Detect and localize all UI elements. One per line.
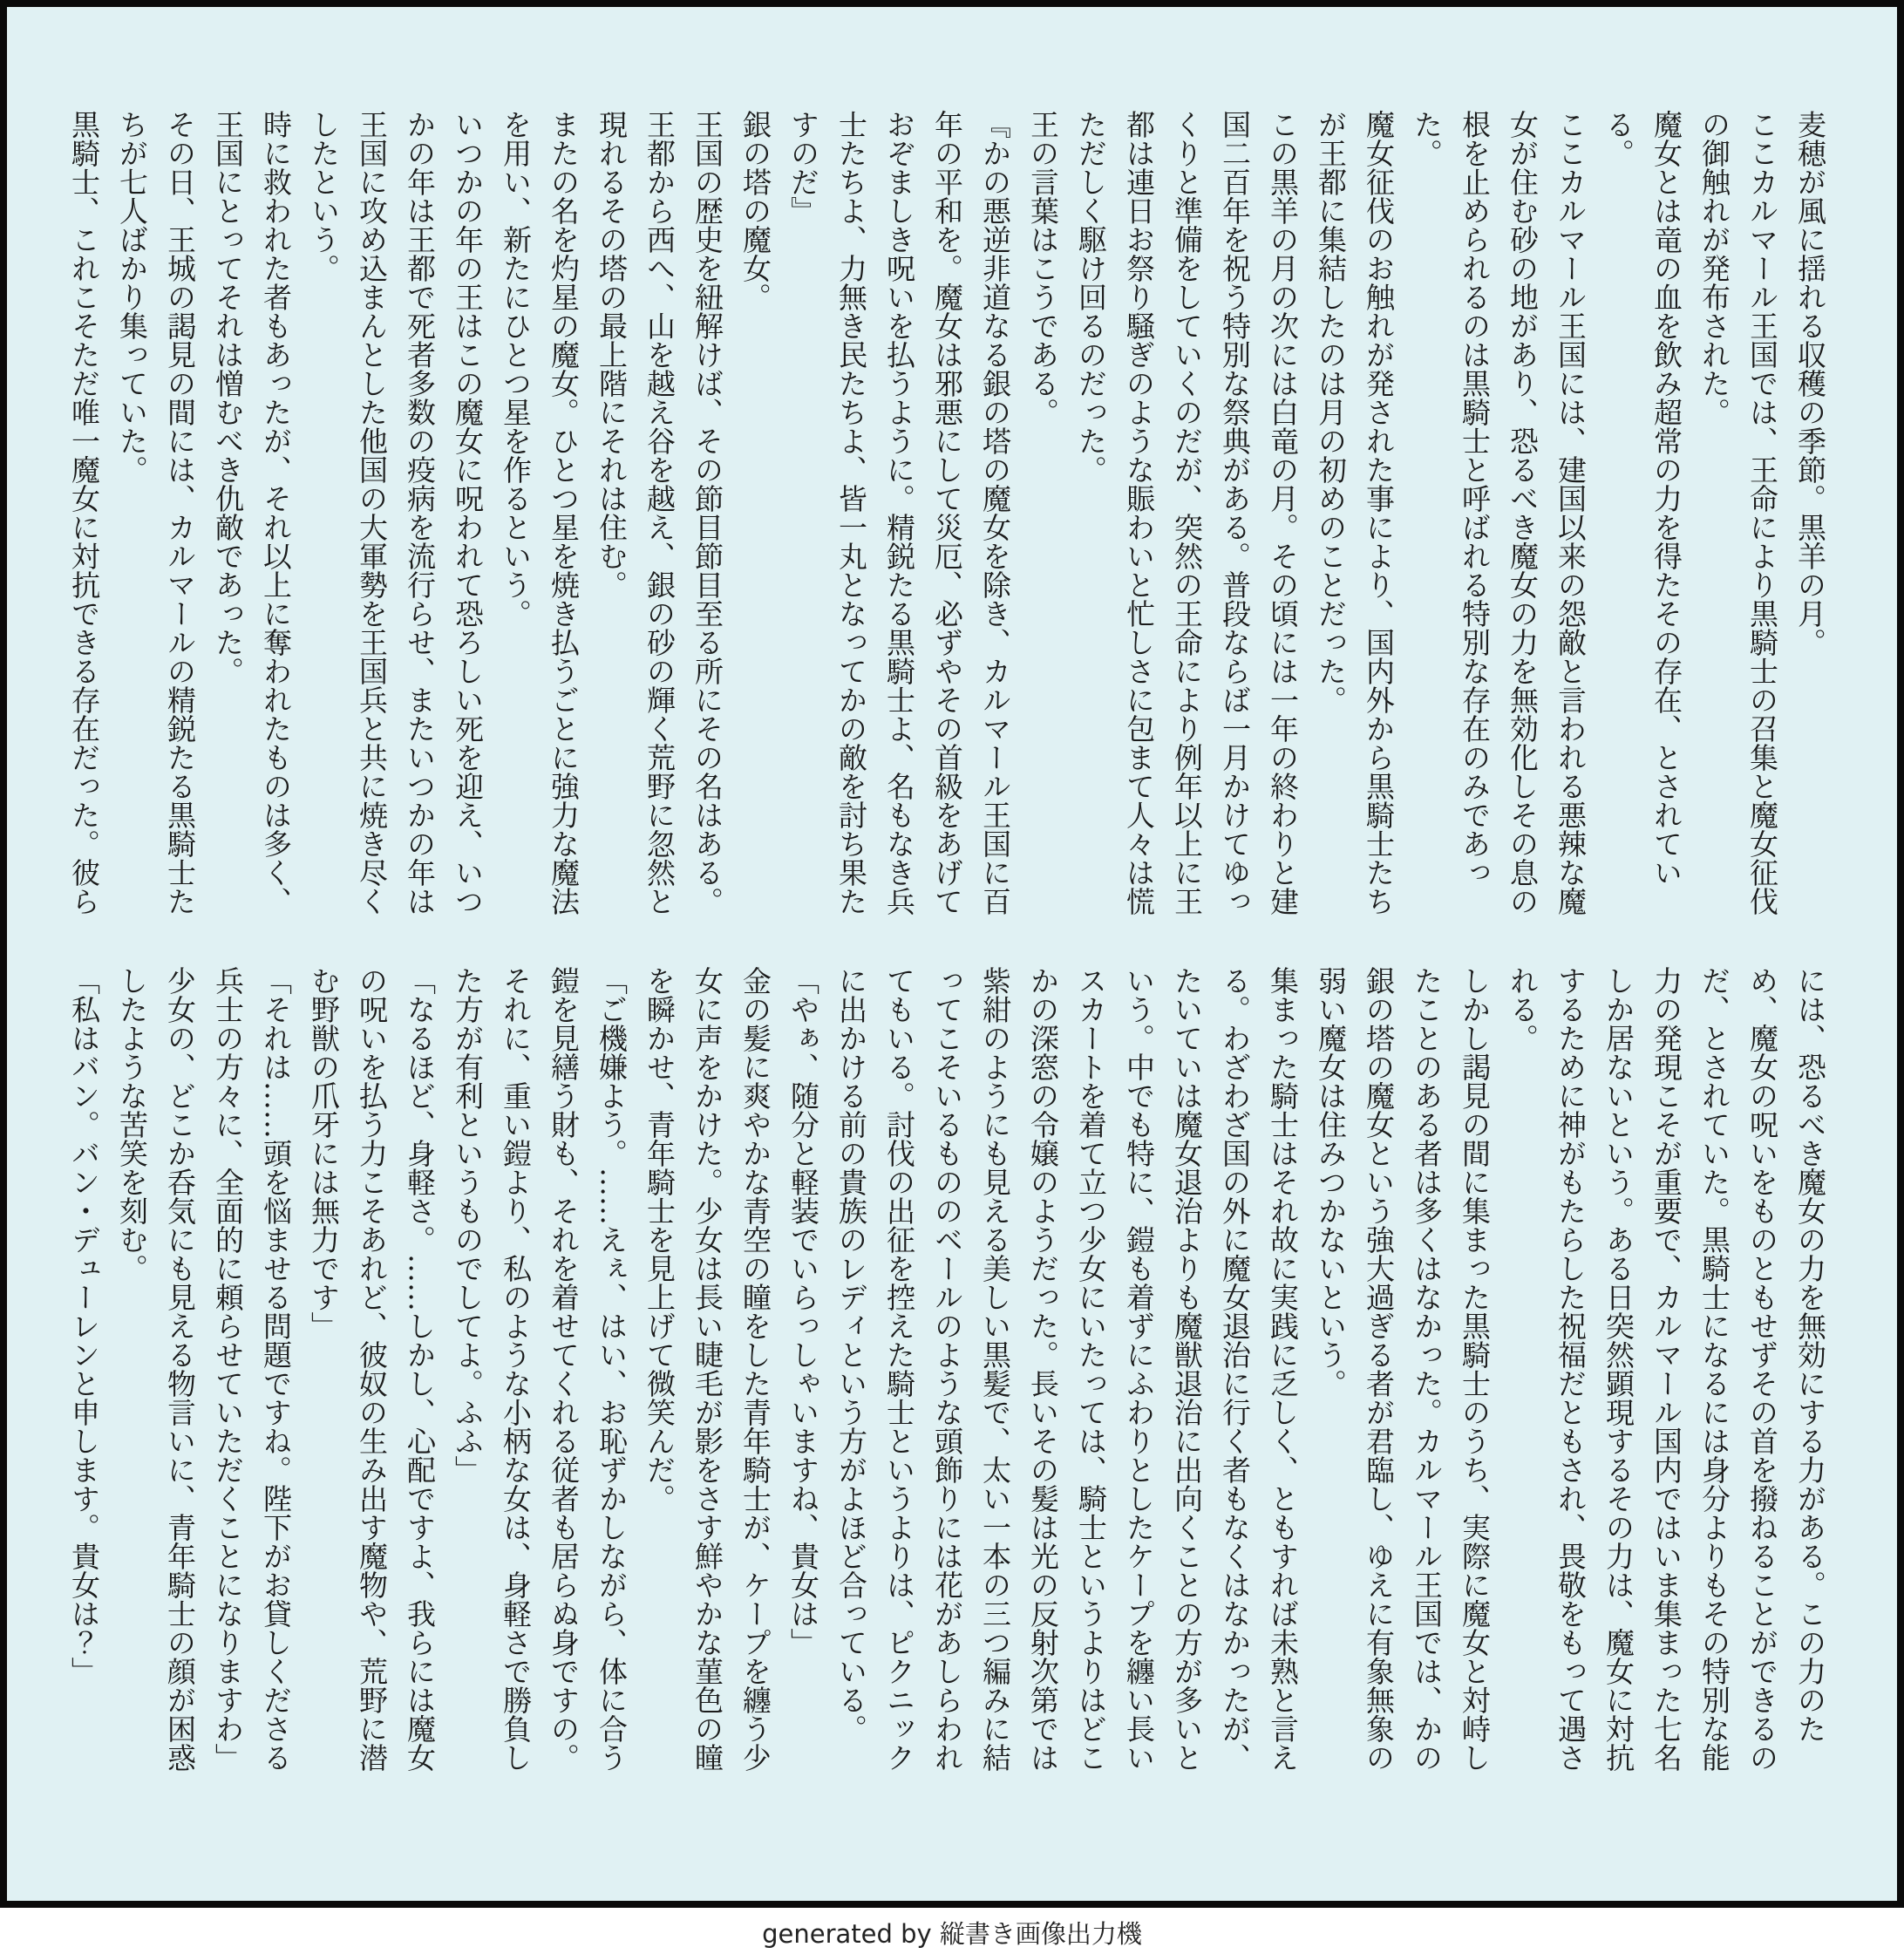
paragraph: 時に救われた者もあったが、それ以上に奪われたものは多く、王国にとってそれは憎むべき仇敵であった。 <box>211 110 293 916</box>
paragraph: 集まった騎士はそれ故に実践に乏しく、ともすれば未熟と言える。わざわざ国の外に魔女退治に行く者もなくはなかったが、たいていは魔女退治よりも魔獣退治に出向くことの方が多いという。中でも特に、鎧も着ずにふわりとしたケープを纏い長いスカートを着て立つ少女にいたっては、騎士というよりはどこかの深窓の令嬢のようだった。長いその髪は光の反射次第では紫紺のようにも見える美しい黒髪で、太い一本の三つ編みに結ってこそいるもののベールのような頭飾りには花があしらわれてもいる。討伐の出征を控えた騎士というよりは、ピクニックに出かける前の貴族のレディという方がよほど合っている。 <box>834 966 1300 1772</box>
paragraph: 王都から西へ、山を越え谷を越え、銀の砂の輝く荒野に忽然と現れるその塔の最上階にそれは住む。 <box>595 110 677 916</box>
paragraph: 魔女とは竜の血を飲み超常の力を得たその存在、とされている。 <box>1601 110 1683 887</box>
paragraph: には、恐るべき魔女の力を無効にする力がある。この力のため、魔女の呪いをものともせずその首を撥ねることができるのだ、とされていた。黒騎士になるには身分よりもその特別な能力の発現こそが重要で、カルマール国内ではいま集まった七名しか居ないという。ある日突然顕現するその力は、魔女に対抗するために神がもたらした祝福だともされ、畏敬をもって遇される。 <box>1506 966 1827 1772</box>
paragraph: 王国の歴史を紐解けば、その節目節目至る所にその名はある。 <box>690 110 724 916</box>
vertical-text-page-2 <box>60 966 1834 1774</box>
paragraph: しかし謁見の間に集まった黒騎士のうち、実際に魔女と対峙したことのある者は多くはなかった。カルマール王国では、かの銀の塔の魔女という強大過ぎる者が君臨し、ゆえに有象無象の弱い魔女は住みつかないという。 <box>1314 966 1492 1772</box>
paragraph: またの名を灼星の魔女。ひとつ星を焼き払うごとに強力な魔法を用い、新たにひとつ星を作るという。 <box>499 110 581 916</box>
paragraph: 魔女征伐のお触れが発された事により、国内外から黒騎士たちが王都に集結したのは月の初めのことだった。 <box>1314 110 1396 916</box>
paragraph: 金の髪に爽やかな青空の瞳をした青年騎士が、ケープを纏う少女に声をかけた。少女は長い睫毛が影をさす鮮やかな菫色の瞳を瞬かせ、青年騎士を見上げて微笑んだ。 <box>643 966 772 1772</box>
paragraph: 「それは……頭を悩ませる問題ですね。陛下がお貸しくださる兵士の方々に、全面的に頼らせていただくことになりますわ」 <box>211 966 293 1772</box>
paragraph: その日、王城の謁見の間には、カルマールの精鋭たる黒騎士たちが七人ばかり集っていた。 <box>115 110 197 916</box>
paragraph: いつかの年の王はこの魔女に呪われて恐ろしい死を迎え、いつかの年は王都で死者多数の疫病を流行らせ、またいつかの年は王国に攻め込まんとした他国の大軍勢を王国兵と共に焼き尽くしたという。 <box>307 110 485 916</box>
paragraph: 銀の塔の魔女。 <box>738 110 772 311</box>
paragraph: 少女の、どこか呑気にも見える物言いに、青年騎士の顔が困惑したような苦笑を刻む。 <box>115 966 197 1772</box>
paragraph: この黒羊の月の次には白竜の月。その頃には一年の終わりと建国二百年を祝う特別な祭典がある。普段ならば一月かけてゆっくりと準備をしていくのだが、突然の王命により例年以上に王都は連日お祭り騒ぎのような賑わいと忙しさに包まて人々は慌ただしく駆け回るのだった。 <box>1074 110 1300 916</box>
paragraph: 「なるほど、身軽さ。……しかし、心配ですよ、我らには魔女の呪いを払う力こそあれど、彼奴の生み出す魔物や、荒野に潜む野獣の爪牙には無力です」 <box>307 966 437 1772</box>
generator-credit: generated by 縦書き画像出力機 <box>762 1919 1142 1949</box>
paragraph: 黒騎士、これこそただ唯一魔女に対抗できる存在だった。彼ら <box>67 110 101 916</box>
paragraph: 「ご機嫌よう。……えぇ、はい、お恥ずかしながら、体に合う鎧を見繕う財も、それを着せてくれる従者も居らぬ身ですの。それに、重い鎧より、私のような小柄な女は、身軽さで勝負した方が有利というものでしてよ。ふふ」 <box>451 966 629 1772</box>
paragraph: 麦穂が風に揺れる収穫の季節。黒羊の月。 <box>1793 110 1827 657</box>
paragraph: 「やぁ、随分と軽装でいらっしゃいますね、貴女は」 <box>786 966 820 1657</box>
paragraph: 「私はバン。バン・デューレンと申します。貴女は？」 <box>67 966 101 1685</box>
paragraph: ここカルマール王国には、建国以来の怨敵と言われる悪辣な魔女が住む砂の地があり、恐るべき魔女の力を無効化しその息の根を止められるのは黒騎士と呼ばれる特別な存在のみであった。 <box>1410 110 1588 916</box>
paragraph: ここカルマール王国では、王命により黒騎士の召集と魔女征伐の御触れが発布された。 <box>1697 110 1779 916</box>
paragraph: 『かの悪逆非道なる銀の塔の魔女を除き、カルマール王国に百年の平和を。魔女は邪悪にして災厄、必ずやその首級をあげておぞましき呪いを払うように。精鋭たる黒騎士よ、名もなき兵士たちよ、力無き民たちよ、皆一丸となってかの敵を討ち果たすのだ』 <box>786 110 1012 916</box>
paragraph: 王の言葉はこうである。 <box>1026 110 1060 426</box>
vertical-text-page-1 <box>60 110 1834 917</box>
